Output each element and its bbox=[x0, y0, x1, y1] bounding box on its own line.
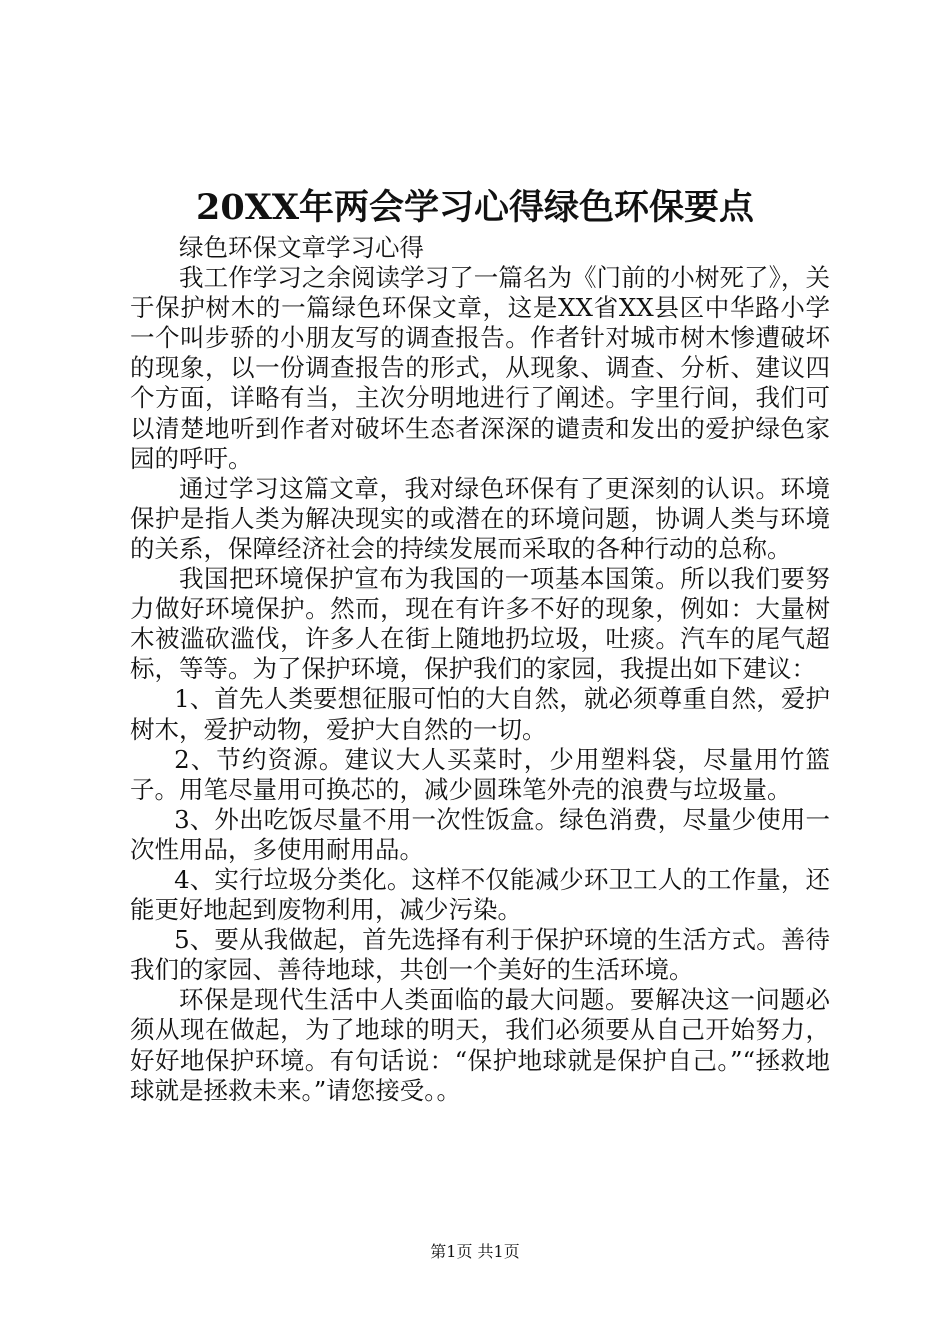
suggestion-item-2: 2、节约资源。建议大人买菜时，少用塑料袋，尽量用竹篮子。用笔尽量用可换芯的，减少圆珠笔外壳的浪费与垃圾量。 bbox=[130, 744, 830, 804]
document-body bbox=[130, 233, 830, 1106]
paragraph-definition: 通过学习这篇文章，我对绿色环保有了更深刻的认识。环境保护是指人类为解决现实的或潜在的环境问题，协调人类与环境的关系，保障经济社会的持续发展而采取的各种行动的总称。 bbox=[130, 473, 830, 563]
suggestion-item-5: 5、要从我做起，首先选择有利于保护环境的生活方式。善待我们的家园、善待地球，共创一个美好的生活环境。 bbox=[130, 925, 830, 985]
suggestion-item-4: 4、实行垃圾分类化。这样不仅能减少环卫工人的工作量，还能更好地起到废物利用，减少污染。 bbox=[130, 864, 830, 925]
paragraph-policy: 我国把环境保护宣布为我国的一项基本国策。所以我们要努力做好环境保护。然而，现在有许多不好的现象，例如：大量树木被滥砍滥伐，许多人在街上随地扔垃圾，吐痰。汽车的尾气超标，等等。为了保护环境，保护我们的家园，我提出如下建议： bbox=[130, 564, 830, 684]
paragraph-intro: 我工作学习之余阅读学习了一篇名为《门前的小树死了》，关于保护树木的一篇绿色环保文章，这是XX省XX县区中华路小学一个叫步骄的小朋友写的调查报告。作者针对城市树木惨遭破坏的现象，以一份调查报告的形式，从现象、调查、分析、建议四个方面，详略有当，主次分明地进行了阐述。字里行间，我们可以清楚地听到作者对破坏生态者深深的谴责和发出的爱护绿色家园的呼吁。 bbox=[130, 263, 830, 473]
suggestion-item-1: 1、首先人类要想征服可怕的大自然，就必须尊重自然，爱护树木，爱护动物，爱护大自然的一切。 bbox=[130, 684, 830, 744]
paragraph-closing: 环保是现代生活中人类面临的最大问题。要解决这一问题必须从现在做起，为了地球的明天，我们必须要从自己开始努力，好好地保护环境。有句话说：“保护地球就是保护自己。”“拯救地球就是拯救未来。”请您接受。。 bbox=[130, 985, 830, 1105]
document-title: 20XX年两会学习心得绿色环保要点 bbox=[195, 187, 755, 228]
page-footer: 第1页 共1页 bbox=[430, 1242, 520, 1261]
suggestion-item-3: 3、外出吃饭尽量不用一次性饭盒。绿色消费，尽量少使用一次性用品，多使用耐用品。 bbox=[130, 804, 830, 864]
document-subtitle: 绿色环保文章学习心得 bbox=[179, 233, 424, 262]
